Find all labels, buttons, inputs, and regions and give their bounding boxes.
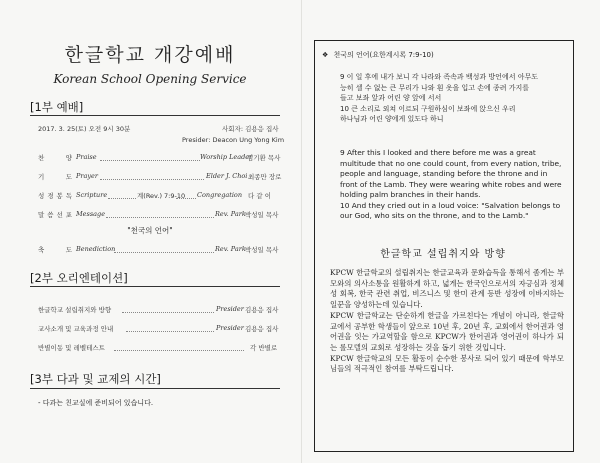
scripture-heading	[322, 50, 434, 60]
scripture-ko-line: 10 큰 소리로 외쳐 이르되 구원하심이 보좌에 앉으신 우리	[340, 104, 516, 113]
item-person: 다 같 이	[248, 192, 271, 200]
item-role: Congregation	[197, 191, 243, 199]
leader-dots	[108, 198, 136, 199]
part2-rule	[30, 286, 280, 287]
leader-dots	[114, 252, 214, 253]
part3-heading: [3부 다과 및 교제의 시간]	[30, 372, 161, 386]
scripture-title: 천국의 언어(요한계시록 7:9-10)	[333, 51, 434, 59]
scripture-en-line: 9 After this I looked and there before me was a great	[340, 148, 536, 157]
leader-dots	[126, 331, 214, 332]
scripture-english	[340, 148, 570, 222]
part2-heading: [2부 오리엔테이션]	[30, 271, 128, 285]
item-en: Scripture	[76, 191, 108, 199]
item-person: 박성일 목사	[245, 211, 279, 219]
part3-rule	[30, 388, 280, 389]
leader-dots	[100, 160, 200, 161]
item-ko: 성 경 봉 독	[38, 192, 72, 200]
item-en: Praise	[76, 153, 97, 161]
purpose-title: 한글학교 설립취지와 방향	[380, 249, 506, 260]
scripture-ko-line: 들고 보좌 앞과 어린 양 앞에 서서	[340, 94, 442, 102]
orientation-role: Presider	[216, 324, 244, 332]
purpose-body	[330, 268, 564, 375]
leader-dots	[114, 350, 244, 351]
part1-rule	[30, 115, 280, 116]
scripture-ko-line: 능히 셀 수 없는 큰 무리가 나와 흰 옷을 입고 손에 종려 가지를	[340, 83, 529, 92]
sermon-title: "천국의 언어"	[127, 226, 173, 235]
purpose-paragraph: KPCW 한글학교의 설립취지는 한글교육과 문화습득을 통해서 좀게는 부모와의 의사소통을 원활하게 하고, 넓게는 한국인으로서의 자긍심과 정체성 회복, 한국 관련 취업, 비즈니스 및 한미 관계 등반 성장에 이바지하는 일꾼을 양성하는데 있습니다.	[330, 268, 564, 310]
scripture-en-line: multitude that no one could count, from every nation, tribe,	[340, 158, 562, 168]
scripture-en-line: holding palm branches in their hands.	[340, 190, 481, 199]
purpose-paragraph: KPCW 한글학교는 단순하게 한글을 가르친다는 개념이 아니라, 한글학교에서 공부한 학생들이 앞으로 10년 후, 20년 후, 교회에서 한어권과 영어권을 잇는 가교역할을 함으로 KPCW가 한어권과 영어권이 하나가 되는 롤모델의 교회로 성장하는 것을 돕기 위한 것입니다.	[330, 310, 564, 352]
purpose-paragraph: KPCW 한글학교의 모든 활동이 순수한 봉사로 되어 있기 때문에 학부모님들의 적극적인 참여를 부탁드립니다.	[330, 353, 564, 374]
scripture-korean	[340, 72, 568, 125]
item-person: 김기환 목사	[247, 154, 281, 162]
leader-dots	[176, 198, 196, 199]
service-date: 2017. 3. 25(토) 오전 9시 30분	[38, 125, 131, 133]
orientation-person: 각 반별로	[250, 344, 278, 352]
scripture-en-line: 10 And they cried out in a loud voice: "Salvation belongs to	[340, 200, 561, 210]
orientation-person: 김용응 집사	[245, 306, 279, 314]
leader-dots	[122, 312, 214, 313]
host-label: 사회자: 김용응 집사	[222, 125, 279, 133]
item-role: Elder J. Choi	[206, 172, 248, 180]
orientation-role: Presider	[216, 305, 244, 313]
item-en: Benediction	[76, 245, 116, 253]
part1-heading: [1부 예배]	[30, 100, 84, 114]
title-english: Korean School Opening Service	[53, 72, 247, 86]
leader-dots	[100, 179, 204, 180]
orientation-label: 한글학교 설립취지와 방향	[38, 306, 112, 314]
orientation-label: 반별이동 및 레벨테스트	[38, 344, 105, 352]
item-role: Worship Leader	[200, 153, 253, 161]
item-ko: 말 씀 선 포	[38, 211, 72, 219]
item-role: Rev. Park	[215, 210, 246, 218]
item-en: Prayer	[76, 172, 98, 180]
orientation-person: 김용응 집사	[245, 325, 279, 333]
refreshment-note: - 다과는 친교실에 준비되어 있습니다.	[38, 399, 154, 407]
item-ko: 찬 양	[38, 154, 72, 162]
item-role: Rev. Park	[215, 245, 246, 253]
presider-en: Presider: Deacon Ung Yong Kim	[182, 136, 285, 144]
item-ko: 기 도	[38, 173, 72, 181]
orientation-label: 교사소개 및 교육과정 안내	[38, 325, 114, 333]
leader-dots	[106, 217, 214, 218]
scripture-ko-line: 하나님과 어린 양에게 있도다 하니	[340, 115, 444, 123]
page-fold	[301, 0, 302, 463]
scripture-ko-line: 9 이 일 후에 내가 보니 각 나라와 족속과 백성과 방언에서 아무도	[340, 73, 538, 81]
item-person: 박성일 목사	[245, 246, 279, 254]
item-ko: 축 도	[38, 246, 72, 254]
scripture-en-line: front of the Lamb. They were wearing white robes and were	[340, 179, 562, 189]
title-korean: 한글학교 개강예배	[64, 44, 236, 66]
item-person: 최종만 장로	[248, 173, 282, 181]
scripture-en-line: our God, who sits on the throne, and to the Lamb."	[340, 211, 529, 220]
diamond-bullet-icon: ❖	[322, 51, 329, 59]
scripture-en-line: people and language, standing before the throne and in	[340, 169, 548, 178]
scripture-ref: 계(Rev.) 7:9-10	[137, 192, 186, 200]
item-en: Message	[76, 210, 106, 218]
